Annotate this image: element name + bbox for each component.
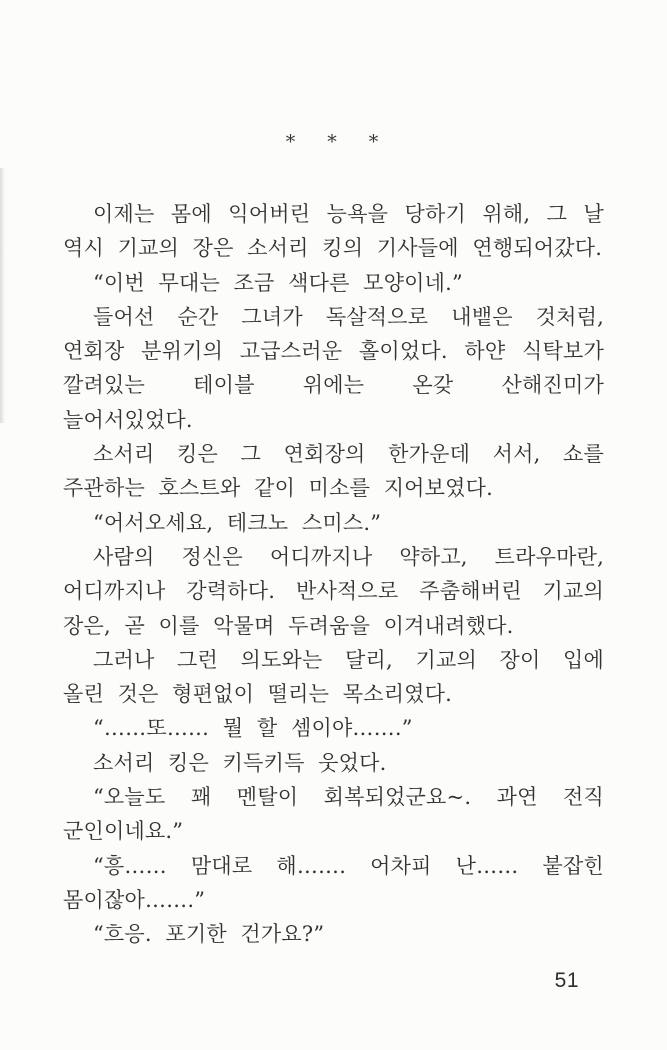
paragraph: 소서리 킹은 키득키득 웃었다. bbox=[93, 750, 387, 775]
paragraph: “……또…… 뭘 할 셈이야…….” bbox=[93, 716, 413, 741]
paragraph: 들어선 순간 그녀가 독살적으로 내뱉은 것처럼, 연회장 분위기의 고급스러운 홀이었다. 하얀 식탁보가 깔려있는 테이블 위에는 온갖 산해진미가 늘어서있었다. bbox=[63, 304, 604, 432]
paragraph: 그러나 그런 의도와는 달리, 기교의 장이 입에 올린 것은 형편없이 떨리는 목소리였다. bbox=[63, 647, 604, 707]
paragraph: “오늘도 꽤 멘탈이 회복되었군요~. 과연 전직 군인이네요.” bbox=[63, 785, 604, 844]
paragraph: “이번 무대는 조금 색다른 모양이네.” bbox=[93, 270, 463, 295]
paragraph: “흥…… 맘대로 해……. 어차피 난…… 붙잡힌 몸이잖아…….” bbox=[63, 853, 604, 912]
paragraph: 이제는 몸에 익어버린 능욕을 당하기 위해, 그 날 역시 기교의 장은 소서리 킹의 기사들에 연행되어갔다. bbox=[63, 202, 604, 261]
paragraph: 사람의 정신은 어디까지나 약하고, 트라우마란, 어디까지나 강력하다. 반사적으로 주춤해버린 기교의 장은, 곧 이를 악물며 두려움을 이겨내려했다. bbox=[63, 544, 604, 638]
paragraph: 소서리 킹은 그 연회장의 한가운데 서서, 쇼를 주관하는 호스트와 같이 미소를 지어보였다. bbox=[63, 442, 604, 501]
page-body bbox=[0, 197, 667, 952]
section-divider: * * * bbox=[285, 131, 390, 153]
paragraph: “흐응. 포기한 건가요?” bbox=[93, 922, 325, 947]
page-number: 51 bbox=[554, 969, 579, 992]
paragraph: “어서오세요, 테크노 스미스.” bbox=[93, 510, 382, 535]
